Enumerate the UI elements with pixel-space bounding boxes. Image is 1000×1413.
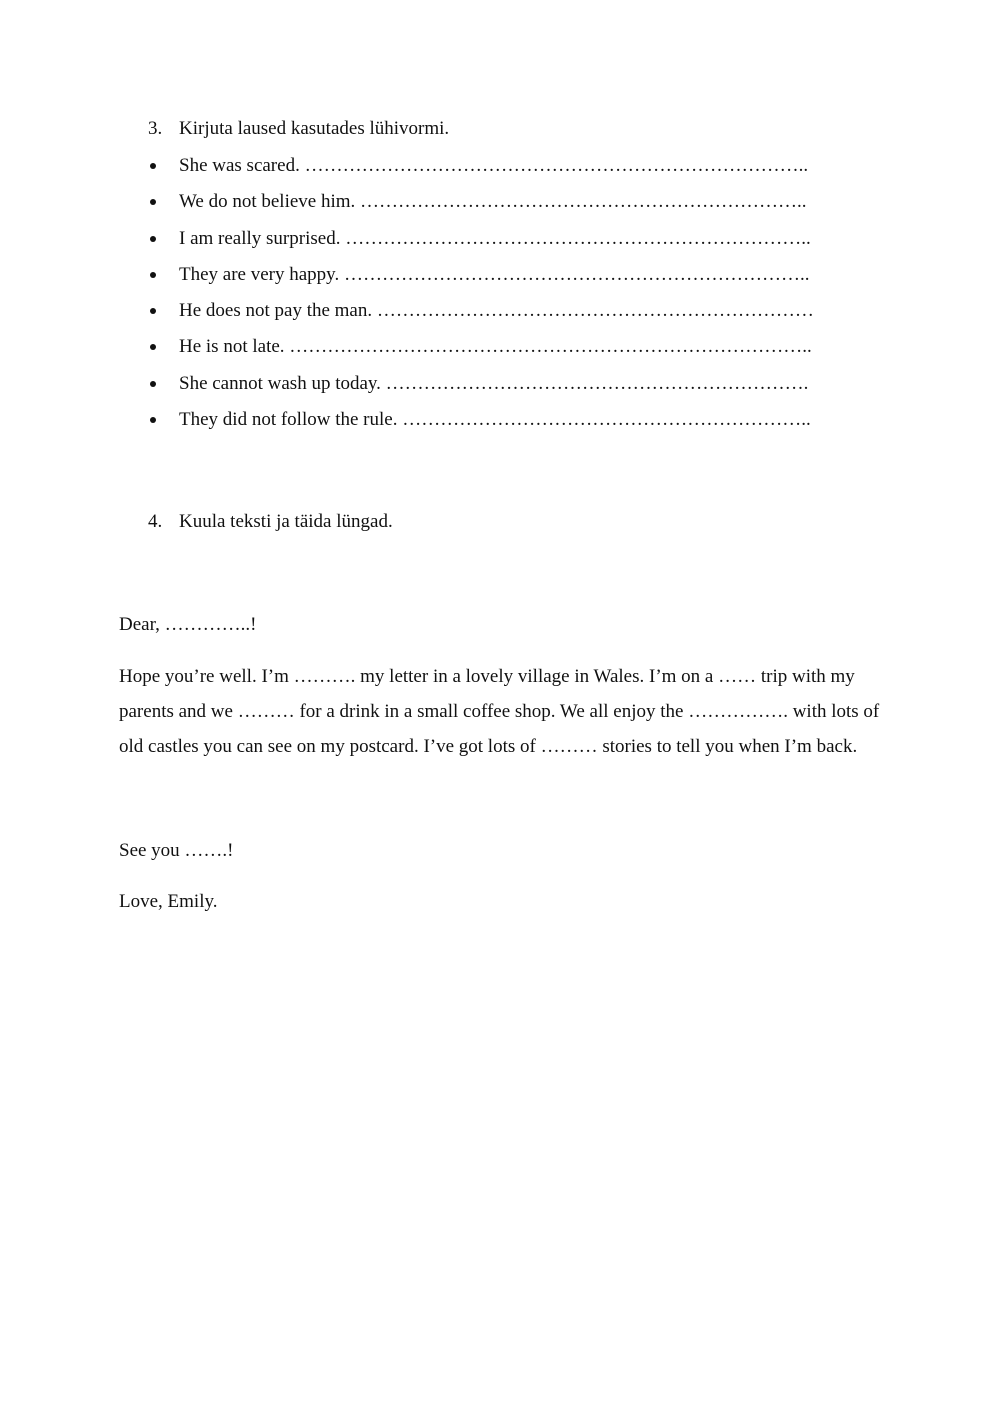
bullet-icon — [150, 381, 156, 387]
bullet-icon — [150, 199, 156, 205]
task-3-heading — [148, 118, 449, 140]
bullet-icon — [150, 272, 156, 278]
task-4-heading — [148, 511, 393, 533]
bullet-icon — [150, 163, 156, 169]
sentence-text: They did not follow the rule. ……………………………………………………….. — [179, 409, 811, 431]
sentence-text: He does not pay the man. …………………………………………………………… — [179, 300, 814, 322]
list-item — [148, 408, 814, 444]
sentence-text: She cannot wash up today. …………………………………………………………. — [179, 372, 809, 394]
task-4-instruction: Kuula teksti ja täida lüngad. — [179, 511, 393, 532]
task-3-instruction: Kirjuta laused kasutades lühivormi. — [179, 118, 450, 139]
sentence-text: She was scared. …………………………………………………………………….. — [179, 155, 809, 176]
bullet-icon — [150, 308, 156, 314]
list-item — [148, 372, 814, 408]
bullet-icon — [150, 417, 156, 423]
sentence-text: He is not late. ……………………………………………………………………….. — [179, 336, 812, 358]
letter-closing-line: See you …….! — [119, 840, 234, 861]
list-item — [148, 263, 814, 299]
list-item — [148, 335, 814, 371]
sentence-text: I am really surprised. ……………………………………………………………….. — [179, 227, 811, 249]
list-item — [148, 299, 814, 335]
bullet-icon — [150, 236, 156, 242]
list-item — [148, 227, 814, 263]
letter-greeting: Dear, …………..! — [119, 614, 257, 635]
sentence-text: We do not believe him. …………………………………………………………….. — [179, 191, 807, 213]
sentence-text: They are very happy. ……………………………………………………………….. — [179, 263, 810, 285]
letter-signature: Love, Emily. — [119, 891, 218, 912]
task-3-number: 3. — [148, 118, 163, 139]
list-item — [148, 154, 814, 190]
list-item — [148, 190, 814, 226]
task-3-sentence-list — [148, 154, 814, 444]
task-4-number: 4. — [148, 511, 163, 532]
bullet-icon — [150, 344, 156, 350]
letter-body: Hope you’re well. I’m ………. my letter in a lovely village in Wales. I’m on a …… trip with my parents and we ……… for a drink in a small coffee shop. We all enjoy the ……………. with lots of old castles you can see on my postcard. I’ve got lots of ……… stories to tell you when I’m back. — [119, 666, 880, 757]
